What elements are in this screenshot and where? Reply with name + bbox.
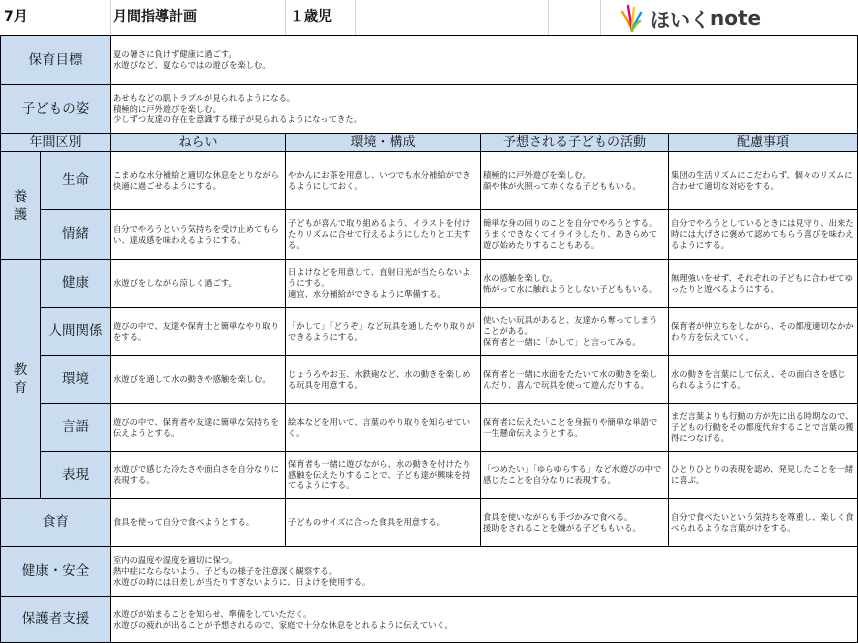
cell-text: 保育者に伝えたいことを身振りや簡単な単語で一生懸命伝えようとする。 [483,416,658,438]
row-label-relationships-text: 人間関係 [48,323,103,339]
cell-relationships-environment [286,308,481,356]
row-label-emotion-text: 情緒 [62,226,89,242]
row-label-relationships [41,308,111,356]
parent-support-label [1,597,111,643]
goals-text: 夏の暑さに負けず健康に過ごす。 水遊びなど、夏ならではの遊びを楽しむ。 [113,49,271,70]
cell-relationships-consideration [669,308,858,356]
cell-health-environment [286,260,481,308]
cell-text: 集団の生活リズムにこだわらず、個々のリズムに合わせて適切な対応をする。 [671,169,853,191]
cell-text: 絵本などを用いて、言葉のやり取りを知らせていく。 [288,416,471,438]
group-label-education [1,260,41,499]
cell-text: 遊びの中で、保育者や友達に簡単な気持ちを伝えようとする。 [113,416,279,438]
cell-emotion-consideration [669,210,858,260]
cell-text: 水遊びで感じた冷たさや面白さを自分なりに表現する。 [113,464,279,485]
cell-food-environment [286,499,481,547]
cell-text: 水遊びを通して水の動きや感触を楽しむ。 [113,374,271,385]
cell-relationships-aim [111,308,286,356]
group-label-care-text: 養護 [13,188,28,223]
row-label-life-text: 生命 [62,172,89,188]
plan-table [0,35,858,643]
cell-text: 保育者が仲立ちをしながら、その都度適切なかかわり方を伝えていく。 [671,320,854,342]
gridline [110,0,111,35]
gridline [355,0,356,35]
cell-expression-consideration [669,452,858,499]
cell-expression-activity [481,452,669,499]
children-state-cell [111,85,858,134]
cell-text: 自分でやろうとしているときには見守り、出来た時には大げさに褒めて認めてもらう喜びを味わえるようにする。 [671,218,854,250]
goals-label-text: 保育目標 [28,51,83,68]
cell-life-environment [286,152,481,210]
children-state-text: あせもなどの肌トラブルが見られるようになる。 積極的に戸外遊びを楽しむ。 少しずつ友達の存在を意識する様子が見られるようになってきた。 [113,92,362,125]
cell-language-activity [481,404,669,452]
feather-logo-icon [620,4,644,32]
cell-text: 水の感触を楽しむ。 怖がって水に触れようとしない子どももいる。 [483,272,658,294]
cell-text: 積極的に戸外遊びを楽しむ。 顔や体が火照って赤くなる子どももいる。 [483,169,641,191]
children-state-label-text: 子どもの姿 [21,100,90,117]
age-label: １歳児 [290,9,332,25]
cell-text: 保育者と一緒に水面をたたいて水の動きを楽しんだり、喜んで玩具を使って遊んだりする。 [483,368,658,390]
logo-text-main: ほいく [650,7,710,32]
column-header-activity: 予想される子どもの活動 [481,134,669,152]
row-label-environment [41,356,111,404]
cell-language-aim [111,404,286,452]
cell-text: 水遊びをしながら涼しく過ごす。 [113,278,237,289]
cell-text: じょうろやお玉、水鉄砲など、水の動きを楽しめる玩具を用意する。 [288,368,471,390]
column-header-consideration: 配慮事項 [669,134,858,152]
cell-language-environment [286,404,481,452]
cell-text: 遊びの中で、友達や保育士と簡単なやり取りをする。 [113,320,279,342]
cell-relationships-activity [481,308,669,356]
row-label-environment-text: 環境 [62,371,89,387]
cell-text: こまめな水分補給と適切な休息をとりながら快適に過ごせるようにする。 [113,169,279,191]
cell-expression-environment [286,452,481,499]
group-label-care [1,152,41,260]
brand-logo [620,4,761,32]
cell-text: 使いたい玩具があると、友達から奪ってしまうことがある。 保育者と一緒に「かして」と言ってみる。 [483,315,658,347]
cell-text: 食具を使いながらも手づかみで食べる。 援助をされることを嫌がる子どももいる。 [483,511,641,533]
parent-support-cell [111,597,858,643]
cell-text: 「かして」「どうぞ」など玩具を通したやり取りができるようにする。 [288,320,475,342]
cell-text: 自分でやろうという気持ちを受け止めてもらい、達成感を味わえるようにする。 [113,223,279,245]
cell-text: 水の動きを言葉にして伝え、その面白さを感じられるようにする。 [671,368,846,390]
row-label-food-education [1,499,111,547]
health-safety-text: 室内の温度や湿度を適切に保つ。 熱中症にならないよう、子どもの様子を注意深く観察する。 水遊びの時には日差しが当たりすぎないように、日よけを使用する。 [113,555,371,587]
cell-text: 子どもが喜んで取り組めるよう、イラストを付けたりリズムに合せて行えるようにしたりと工夫する。 [288,218,471,250]
row-label-food-education-text: 食育 [42,514,69,530]
goals-label [1,36,111,85]
cell-text: 無理強いをせず、それぞれの子どもに合わせてゆったりと遊べるようにする。 [671,272,853,294]
health-safety-cell [111,547,858,597]
cell-text: 「つめたい」「ゆらゆらする」など水遊びの中で感じたことを自分なりに表現する。 [483,464,662,485]
cell-environment-environment [286,356,481,404]
cell-text: 食具を使って自分で食べようとする。 [113,517,255,528]
health-safety-label-text: 健康・安全 [21,563,90,579]
cell-health-aim [111,260,286,308]
cell-food-consideration [669,499,858,547]
gridline [285,0,286,35]
row-label-life [41,152,111,210]
title-row [0,0,858,35]
cell-environment-activity [481,356,669,404]
cell-expression-aim [111,452,286,499]
month-label: 7月 [4,9,28,25]
cell-language-consideration [669,404,858,452]
column-header-environment: 環境・構成 [286,134,481,152]
row-label-language-text: 言語 [62,419,89,435]
health-safety-label [1,547,111,597]
cell-food-aim [111,499,286,547]
row-label-language [41,404,111,452]
goals-cell [111,36,858,85]
cell-text: 自分で食べたいという気持ちを尊重し、楽しく食べられるような言葉がけをする。 [671,511,854,533]
gridline [548,0,549,35]
row-label-expression-text: 表現 [62,466,89,483]
cell-health-activity [481,260,669,308]
cell-life-consideration [669,152,858,210]
group-label-education-text: 教育 [13,362,28,396]
parent-support-label-text: 保護者支援 [21,611,90,627]
cell-text: まだ言葉よりも行動の方が先に出る時期なので、子どもの行動をその都度代弁することで言葉の獲得につなげる。 [671,411,854,443]
cell-emotion-aim [111,210,286,260]
parent-support-text: 水遊びが始まることを知らせ、準備をしていただく。 水遊びの疲れが出ることが予想されるので、家庭で十分な休息をとれるように伝えていく。 [113,608,453,630]
cell-health-consideration [669,260,858,308]
cell-emotion-environment [286,210,481,260]
cell-emotion-activity [481,210,669,260]
cell-food-activity [481,499,669,547]
cell-life-activity [481,152,669,210]
row-label-health-text: 健康 [62,275,89,291]
cell-text: やかんにお茶を用意し、いつでも水分補給ができるようにしておく。 [288,169,471,191]
cell-text: 簡単な身の回りのことを自分でやろうとする。 うまくできなくてイライラしたり、あきらめて遊び始めたりすることもある。 [483,218,658,250]
row-label-expression [41,452,111,499]
logo-text-sub: note [710,6,762,30]
cell-life-aim [111,152,286,210]
plan-title: 月間指導計画 [113,9,197,25]
cell-environment-aim [111,356,286,404]
cell-text: 日よけなどを用意して、直射日光が当たらないようにする。 適宜、水分補給ができるように準備する。 [288,267,471,299]
children-state-label [1,85,111,134]
gridline [600,0,601,35]
column-header-category: 年間区別 [1,134,111,152]
row-label-health [41,260,111,308]
column-header-aim: ねらい [111,134,286,152]
cell-text: ひとりひとりの表現を認め、発見したことを一緒に喜ぶ。 [671,464,854,485]
cell-text: 子どものサイズに合った食具を用意する。 [288,517,445,528]
cell-environment-consideration [669,356,858,404]
row-label-emotion [41,210,111,260]
cell-text: 保育者も一緒に遊びながら、水の動きを付けたり感触を伝えたりすることで、子ども達が興味を持てるようにする。 [288,458,471,491]
